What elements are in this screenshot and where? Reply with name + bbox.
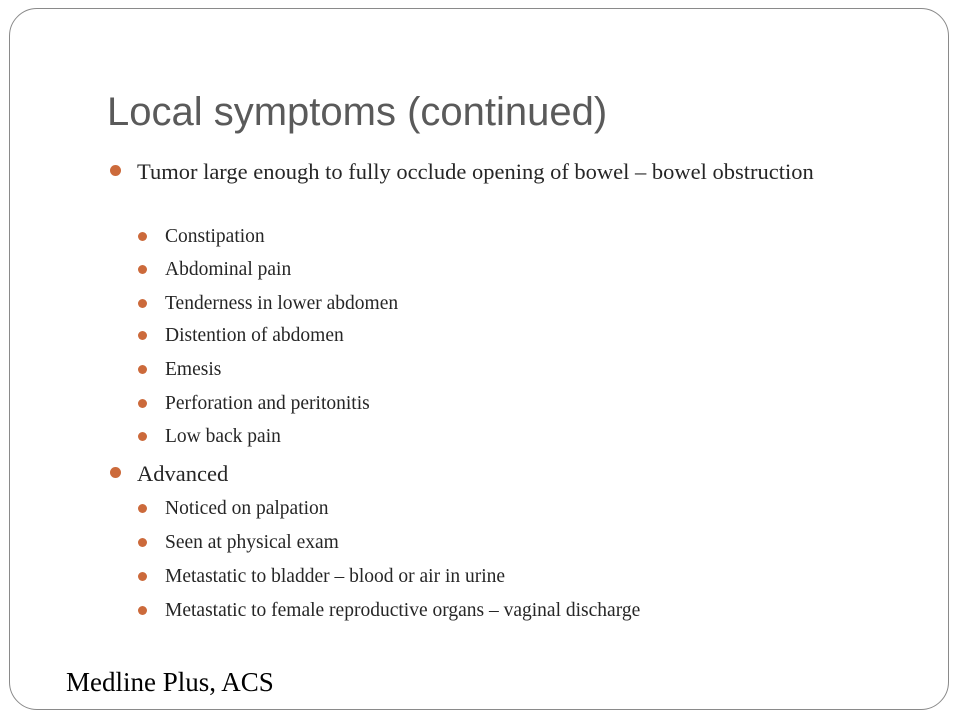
bullet-bowel-obstruction xyxy=(108,158,848,185)
sub-bullet-dot-icon xyxy=(138,504,147,513)
sub-bullet-dot-icon xyxy=(138,572,147,581)
sub-bullet-text: Distention of abdomen xyxy=(165,325,344,346)
sub-bullet-dot-icon xyxy=(138,232,147,241)
sub-bullet-dot-icon xyxy=(138,331,147,340)
sub-bullet-physical-exam xyxy=(136,529,876,557)
sub-bullet-reproductive xyxy=(136,597,876,625)
sub-bullet-abdominal-pain xyxy=(136,256,876,284)
bullet-dot-icon xyxy=(110,165,121,176)
sub-bullet-bladder xyxy=(136,563,876,591)
bullet-text: Tumor large enough to fully occlude opening of bowel – bowel obstruction xyxy=(137,159,814,184)
sub-bullet-text: Metastatic to female reproductive organs – vaginal discharge xyxy=(165,600,641,621)
sub-bullet-text: Perforation and peritonitis xyxy=(165,393,370,414)
sub-bullet-dot-icon xyxy=(138,606,147,615)
sub-bullet-dot-icon xyxy=(138,538,147,547)
sub-bullet-text: Noticed on palpation xyxy=(165,498,329,519)
sub-bullet-text: Low back pain xyxy=(165,426,281,447)
sub-bullet-constipation xyxy=(136,223,876,251)
sub-bullet-emesis xyxy=(136,356,876,384)
sub-bullet-dot-icon xyxy=(138,399,147,408)
sub-bullet-text: Constipation xyxy=(165,226,265,247)
sub-bullet-text: Metastatic to bladder – blood or air in urine xyxy=(165,566,506,587)
sub-bullet-dot-icon xyxy=(138,365,147,374)
sub-bullet-palpation xyxy=(136,495,876,523)
sub-bullet-text: Seen at physical exam xyxy=(165,532,339,553)
sub-bullet-dot-icon xyxy=(138,265,147,274)
sub-bullet-text: Emesis xyxy=(165,359,222,380)
sub-bullet-distention xyxy=(136,322,876,350)
sub-bullet-dot-icon xyxy=(138,299,147,308)
bullet-advanced xyxy=(108,460,848,487)
source-citation: Medline Plus, ACS xyxy=(66,667,274,697)
sub-bullet-low-back-pain xyxy=(136,423,876,451)
slide-title: Local symptoms (continued) xyxy=(107,90,608,134)
sub-bullet-text: Tenderness in lower abdomen xyxy=(165,293,399,314)
sub-bullet-tenderness xyxy=(136,290,876,318)
sub-bullet-text: Abdominal pain xyxy=(165,259,292,280)
bullet-dot-icon xyxy=(110,467,121,478)
bullet-text: Advanced xyxy=(137,461,229,486)
sub-bullet-dot-icon xyxy=(138,432,147,441)
sub-bullet-perforation xyxy=(136,390,876,418)
